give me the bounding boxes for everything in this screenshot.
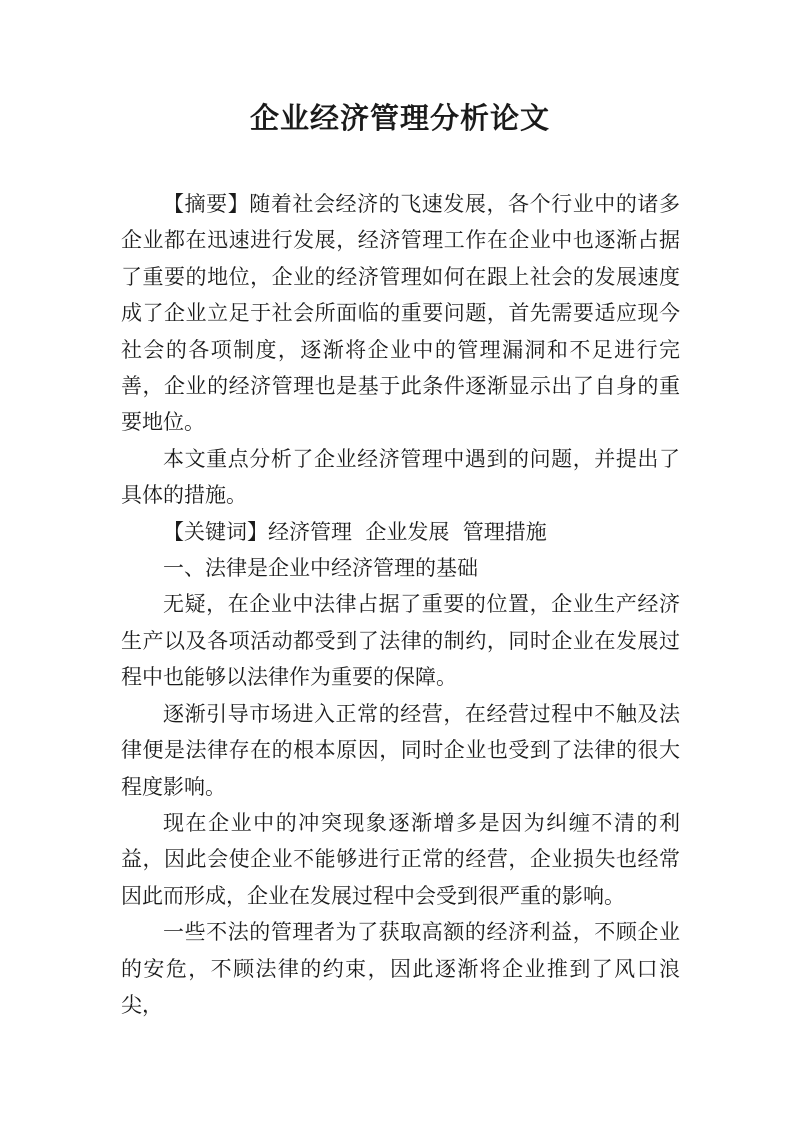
keywords-paragraph: 【关键词】经济管理 企业发展 管理措施 (163, 519, 547, 544)
body-paragraph: 无疑，在企业中法律占据了重要的位置，企业生产经济生产以及各项活动都受到了法律的制约，同时企业在发展过程中也能够以法律作为重要的保障。 (121, 592, 680, 690)
body-paragraph: 现在企业中的冲突现象逐渐增多是因为纠缠不清的利益，因此会使企业不能够进行正常的经营，企业损失也经常因此而形成，企业在发展过程中会受到很严重的影响。 (121, 810, 680, 908)
summary-paragraph: 本文重点分析了企业经济管理中遇到的问题，并提出了具体的措施。 (121, 446, 680, 508)
body-paragraph: 一些不法的管理者为了获取高额的经济利益，不顾企业的安危，不顾法律的约束，因此逐渐将企业推到了风口浪尖， (121, 920, 680, 1017)
abstract-paragraph: 【摘要】随着社会经济的飞速发展，各个行业中的诸多企业都在迅速进行发展，经济管理工作在企业中也逐渐占据了重要的地位，企业的经济管理如何在跟上社会的发展速度成了企业立足于社会所面临的重要问题，首先需要适应现今社会的各项制度，逐渐将企业中的管理漏洞和不足进行完善，企业的经济管理也是基于此条件逐渐显示出了自身的重要地位。 (121, 192, 680, 435)
body-paragraph: 逐渐引导市场进入正常的经营，在经营过程中不触及法律便是法律存在的根本原因，同时企业也受到了法律的很大程度影响。 (121, 701, 680, 799)
section-heading: 一、法律是企业中经济管理的基础 (163, 556, 478, 581)
document-title: 企业经济管理分析论文 (249, 101, 550, 135)
document-body (121, 186, 680, 1023)
